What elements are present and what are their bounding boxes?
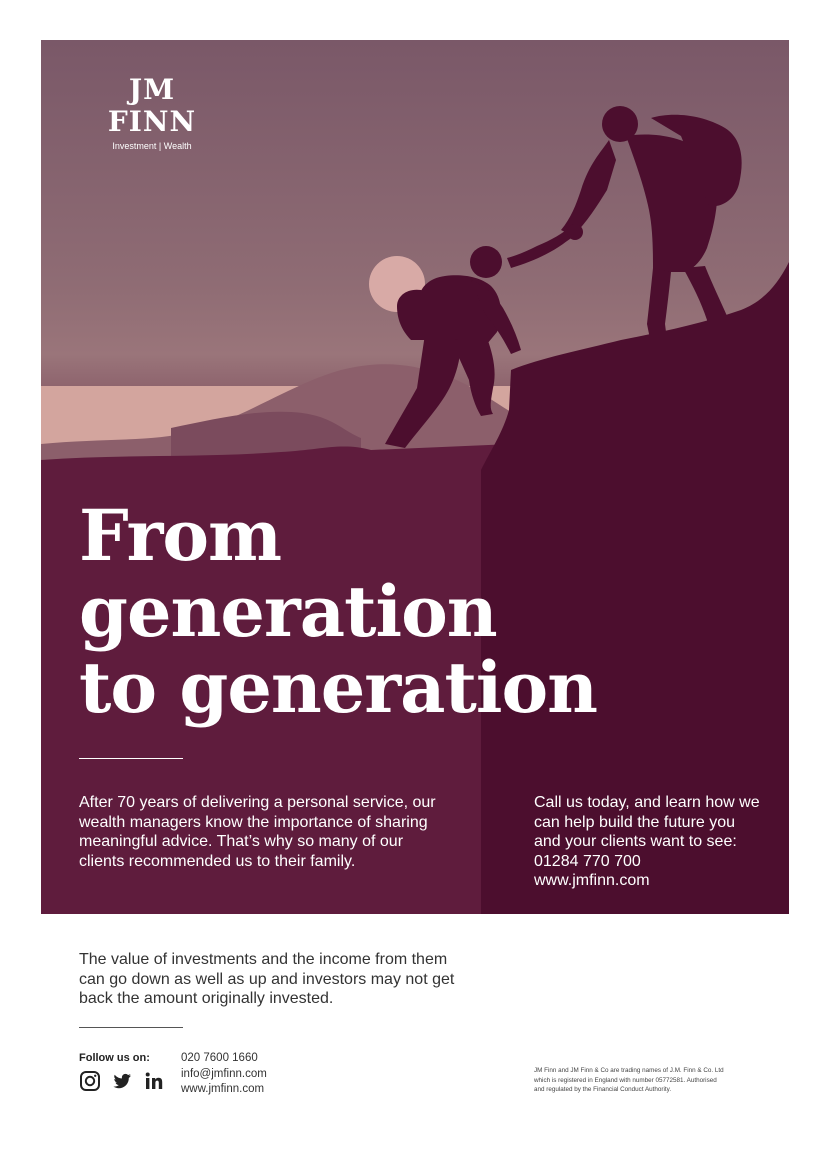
legal-line: which is registered in England with number 05772581. Authorised [534,1076,717,1084]
climbers-illustration [41,40,789,914]
intro-line: After 70 years of delivering a personal service, our [79,794,436,811]
contact-website-link[interactable]: www.jmfinn.com [181,1083,265,1095]
disclaimer-line: can go down as well as up and investors may not get [79,970,455,988]
cta-website-link[interactable]: www.jmfinn.com [534,872,650,889]
disclaimer-line: back the amount originally invested. [79,990,334,1007]
legal-line: JM Finn and JM Finn & Co are trading names of J.M. Finn & Co. Ltd [534,1067,724,1074]
headline [79,494,598,729]
footer-divider [79,1027,183,1028]
disclaimer-line: The value of investments and the income from them [79,951,448,968]
contact-email-link[interactable]: info@jmfinn.com [181,1067,267,1080]
legal-notice [534,1066,754,1095]
headline-line-1: From [79,494,282,577]
cta-line: Call us today, and learn how we [534,794,760,811]
risk-disclaimer [79,950,459,1009]
linkedin-icon[interactable] [143,1070,165,1092]
twitter-icon[interactable] [111,1070,133,1092]
brand-logo [80,74,224,152]
social-links [79,1070,165,1092]
instagram-icon[interactable] [79,1070,101,1092]
headline-line-2: generation [79,570,497,653]
cta-line: can help build the future you [534,813,736,831]
legal-line: and regulated by the Financial Conduct Authority. [534,1086,672,1093]
brand-tagline: Investment | Wealth [112,141,192,151]
headline-divider [79,758,183,759]
contact-details [181,1051,267,1098]
cta-phone[interactable]: 01284 770 700 [534,852,641,870]
headline-line-3: to generation [79,646,598,729]
intro-line: clients recommended us to their family. [79,852,356,870]
cta-line: and your clients want to see: [534,833,737,850]
hero-panel [41,40,789,914]
standing-climber [561,106,742,344]
intro-line: wealth managers know the importance of sharing [79,813,428,831]
intro-paragraph [79,793,479,871]
brand-wordmark: JM FINN [107,73,197,138]
intro-line: meaningful advice. That’s why so many of our [79,833,404,850]
call-to-action [534,793,774,891]
contact-phone[interactable]: 020 7600 1660 [181,1052,258,1064]
clasped-hands [567,224,583,240]
follow-us-label: Follow us on: [79,1052,150,1064]
